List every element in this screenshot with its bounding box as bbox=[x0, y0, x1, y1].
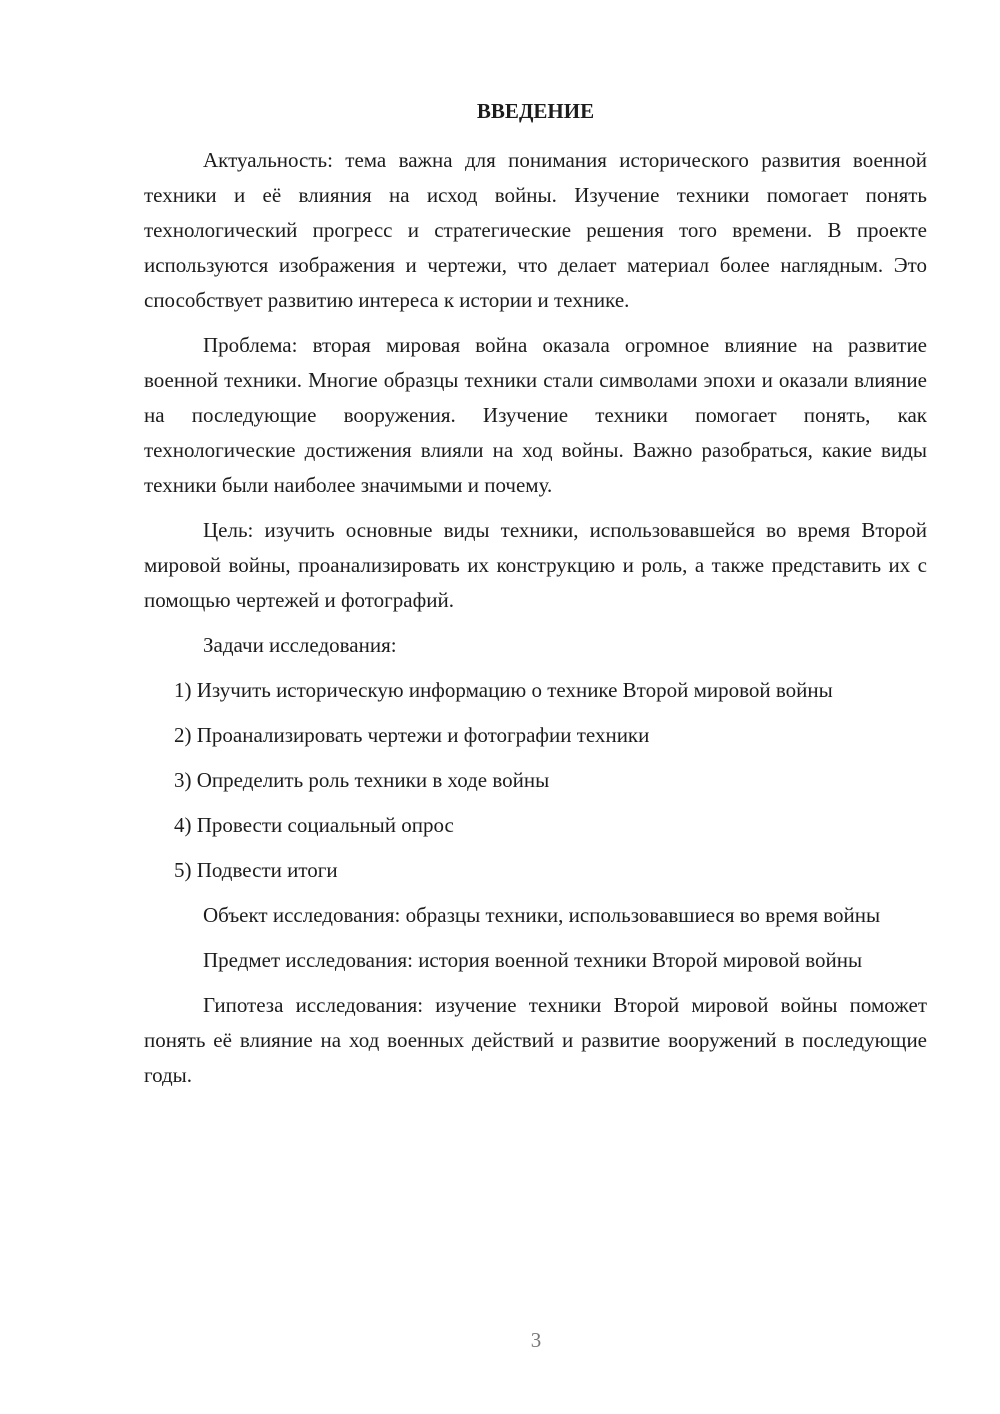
tasks-heading: Задачи исследования: bbox=[203, 633, 397, 657]
task-item: 1) Изучить историческую информацию о технике Второй мировой войны bbox=[174, 678, 833, 702]
tasks-list bbox=[144, 673, 927, 888]
page-title: ВВЕДЕНИЕ bbox=[476, 99, 595, 123]
task-item: 5) Подвести итоги bbox=[174, 858, 338, 882]
problem-paragraph: Проблема: вторая мировая война оказала огромное влияние на развитие военной техники. Многие образцы техники стали символами эпохи и оказали влияние на последующие вооружения. Изучение техники помогает понять, как технологические достижения влияли на ход войны. Важно разобраться, какие виды техники были наиболее значимыми и почему. bbox=[144, 333, 927, 497]
page-number: 3 bbox=[530, 1328, 542, 1352]
goal-paragraph: Цель: изучить основные виды техники, использовавшейся во время Второй мировой войны, проанализировать их конструкцию и роль, а также представить их с помощью чертежей и фотографий. bbox=[144, 518, 927, 612]
subject-paragraph: Предмет исследования: история военной техники Второй мировой войны bbox=[203, 948, 863, 972]
task-item: 2) Проанализировать чертежи и фотографии техники bbox=[174, 723, 650, 747]
task-item: 4) Провести социальный опрос bbox=[174, 813, 454, 837]
object-paragraph: Объект исследования: образцы техники, использовавшиеся во время войны bbox=[203, 903, 881, 927]
document-page bbox=[144, 96, 927, 1093]
relevance-paragraph: Актуальность: тема важна для понимания исторического развития военной техники и её влияния на исход войны. Изучение техники помогает понять технологический прогресс и стратегические решения того времени. В проекте используются изображения и чертежи, что делает материал более наглядным. Это способствует развитию интереса к истории и технике. bbox=[144, 148, 927, 312]
task-item: 3) Определить роль техники в ходе войны bbox=[174, 768, 550, 792]
hypothesis-paragraph: Гипотеза исследования: изучение техники Второй мировой войны поможет понять её влияние на ход военных действий и развитие вооружений в последующие годы. bbox=[144, 993, 927, 1087]
